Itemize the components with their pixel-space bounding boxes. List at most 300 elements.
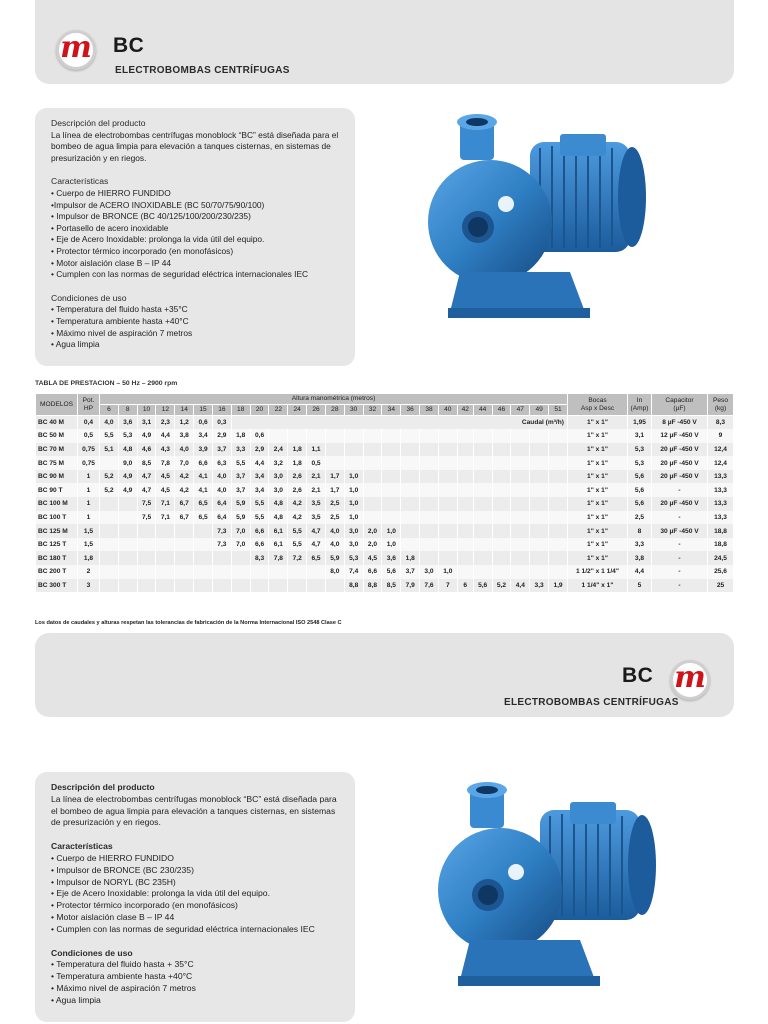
flow-cell: [549, 524, 568, 538]
flow-cell: [492, 483, 511, 497]
flow-cell: 3,0: [344, 524, 363, 538]
flow-cell: [457, 456, 473, 470]
table-row: [36, 429, 734, 443]
flow-cell: [530, 483, 549, 497]
peso-cell: 12,4: [708, 456, 734, 470]
pot-cell: 1,5: [78, 538, 100, 552]
flow-cell: 5,2: [100, 483, 119, 497]
flow-cell: 7,0: [231, 538, 250, 552]
flow-cell: 5,5: [250, 511, 269, 525]
flow-cell: [420, 429, 439, 443]
flow-cell: [100, 538, 119, 552]
flow-cell: 7: [438, 579, 457, 593]
flow-cell: [325, 456, 344, 470]
flow-cell: [438, 524, 457, 538]
flow-cell: 4,4: [156, 429, 175, 443]
flow-cell: [363, 470, 382, 484]
pump-image: [420, 112, 660, 327]
flow-cell: 2,1: [307, 470, 326, 484]
flow-cell: [549, 497, 568, 511]
flow-cell: 6,4: [212, 497, 231, 511]
flow-cell: [100, 565, 119, 579]
flow-cell: [382, 511, 401, 525]
flow-cell: [549, 443, 568, 457]
performance-table: [35, 393, 734, 592]
list-item: • Máximo nivel de aspiración 7 metros: [51, 327, 193, 338]
flow-cell: [473, 511, 492, 525]
flow-cell: [473, 565, 492, 579]
flow-cell: [118, 497, 137, 511]
peso-cell: 13,3: [708, 470, 734, 484]
list-item: • Motor aislación clase B – IP 44: [51, 911, 175, 922]
pot-cell: 0,75: [78, 443, 100, 457]
capacitor-cell: -: [652, 511, 708, 525]
flow-cell: [194, 551, 213, 565]
flow-cell: [457, 470, 473, 484]
flow-cell: [530, 497, 549, 511]
list-item: • Temperatura ambiente hasta +40°C: [51, 315, 189, 326]
column-header-models: MODELOS: [36, 394, 78, 416]
flow-cell: [457, 483, 473, 497]
table-footnote: Los datos de caudales y alturas respetan las tolerancias de fabricación de la Norma Internacional ISO 2548 Clase C: [35, 620, 342, 626]
flow-cell: [511, 551, 530, 565]
flow-cell: 4,2: [288, 511, 307, 525]
flow-cell: [325, 429, 344, 443]
height-header-cell: 14: [175, 405, 194, 416]
bocas-cell: 1" x 1": [568, 456, 628, 470]
flow-cell: 6,6: [363, 565, 382, 579]
model-cell: BC 100 M: [36, 497, 78, 511]
flow-cell: 4,2: [288, 497, 307, 511]
flow-cell: 5,6: [382, 565, 401, 579]
table-row: [36, 497, 734, 511]
flow-cell: [549, 429, 568, 443]
flow-cell: 4,9: [118, 470, 137, 484]
flow-cell: 1,0: [344, 470, 363, 484]
flow-cell: 4,0: [100, 416, 119, 430]
flow-cell: 7,3: [212, 524, 231, 538]
flow-cell: [175, 551, 194, 565]
list-item: • Agua limpia: [51, 339, 100, 350]
flow-cell: [492, 551, 511, 565]
flow-cell: 1,2: [175, 416, 194, 430]
flow-cell: 7,0: [175, 456, 194, 470]
flow-cell: [194, 524, 213, 538]
flow-cell: 1,0: [344, 497, 363, 511]
flow-cell: [401, 524, 420, 538]
flow-cell: [549, 511, 568, 525]
flow-cell: [382, 497, 401, 511]
flow-cell: [473, 429, 492, 443]
flow-cell: 4,9: [137, 429, 156, 443]
flow-cell: [420, 551, 439, 565]
flow-cell: [231, 551, 250, 565]
flow-cell: 1,0: [344, 483, 363, 497]
flow-cell: 1,8: [288, 443, 307, 457]
flow-cell: 4,9: [118, 483, 137, 497]
in-cell: 8: [628, 524, 652, 538]
height-header-cell: 38: [420, 405, 439, 416]
list-item: • Motor aislación clase B – IP 44: [51, 257, 172, 268]
product-description-box-bottom: [35, 772, 355, 1022]
flow-cell: [344, 429, 363, 443]
capacitor-cell: -: [652, 483, 708, 497]
height-header-cell: 32: [363, 405, 382, 416]
flow-cell: [530, 470, 549, 484]
model-cell: BC 50 M: [36, 429, 78, 443]
flow-cell: [530, 524, 549, 538]
flow-cell: [100, 456, 119, 470]
flow-cell: 5,1: [100, 443, 119, 457]
flow-cell: [137, 579, 156, 593]
capacitor-cell: 12 µF -450 V: [652, 429, 708, 443]
product-description-box: [35, 108, 355, 366]
flow-cell: [137, 538, 156, 552]
height-header-cell: 49: [530, 405, 549, 416]
capacitor-cell: 8 µF -450 V: [652, 416, 708, 430]
flow-cell: [363, 511, 382, 525]
flow-cell: 1,0: [382, 538, 401, 552]
flow-cell: 6,1: [269, 524, 288, 538]
flow-cell: 4,0: [325, 524, 344, 538]
flow-cell: 1,0: [438, 565, 457, 579]
flow-cell: 6,6: [194, 456, 213, 470]
flow-cell: 6,4: [212, 511, 231, 525]
flow-cell: 4,5: [363, 551, 382, 565]
in-cell: 5,3: [628, 456, 652, 470]
flow-cell: [118, 565, 137, 579]
column-header-bocas: Bocas Asp x Desc: [568, 394, 628, 416]
features-list: [51, 853, 341, 936]
flow-cell: [156, 538, 175, 552]
flow-cell: [231, 565, 250, 579]
flow-cell: 7,5: [137, 497, 156, 511]
flow-cell: 5,2: [492, 579, 511, 593]
flow-cell: [100, 511, 119, 525]
height-header-cell: 16: [212, 405, 231, 416]
flow-cell: [363, 483, 382, 497]
list-item: • Máximo nivel de aspiración 7 metros: [51, 982, 196, 993]
flow-cell: [212, 579, 231, 593]
pot-cell: 2: [78, 565, 100, 579]
table-row: [36, 511, 734, 525]
flow-cell: 4,0: [175, 443, 194, 457]
flow-cell: [250, 565, 269, 579]
bocas-cell: 1" x 1": [568, 483, 628, 497]
flow-cell: [401, 470, 420, 484]
flow-cell: 3,0: [344, 538, 363, 552]
in-cell: 3,3: [628, 538, 652, 552]
pot-cell: 1,5: [78, 524, 100, 538]
flow-cell: [382, 456, 401, 470]
flow-cell: 7,8: [269, 551, 288, 565]
flow-cell: [212, 565, 231, 579]
peso-cell: 18,8: [708, 524, 734, 538]
flow-cell: [194, 565, 213, 579]
flow-cell: [511, 429, 530, 443]
flow-cell: [511, 565, 530, 579]
flow-cell: [363, 443, 382, 457]
column-header-pot: Pot. HP: [78, 394, 100, 416]
flow-cell: [530, 456, 549, 470]
capacitor-cell: -: [652, 579, 708, 593]
flow-cell: 8,3: [250, 551, 269, 565]
flow-cell: [212, 551, 231, 565]
flow-cell: 5,5: [288, 524, 307, 538]
flow-cell: [401, 497, 420, 511]
page-title-bottom: BC: [622, 664, 654, 687]
flow-cell: [420, 470, 439, 484]
flow-cell: [420, 456, 439, 470]
flow-cell: 2,0: [363, 524, 382, 538]
flow-cell: 4,3: [156, 443, 175, 457]
pump-image-bottom: [430, 780, 670, 995]
peso-cell: 12,4: [708, 443, 734, 457]
flow-cell: [530, 511, 549, 525]
flow-cell: 6,1: [269, 538, 288, 552]
flow-cell: 3,5: [307, 511, 326, 525]
flow-cell: [473, 443, 492, 457]
flow-cell: [530, 538, 549, 552]
flow-cell: [473, 551, 492, 565]
flow-cell: [401, 538, 420, 552]
flow-cell: 2,4: [269, 443, 288, 457]
flow-cell: [492, 538, 511, 552]
height-header-cell: 18: [231, 405, 250, 416]
flow-cell: [549, 483, 568, 497]
flow-cell: 3,4: [194, 429, 213, 443]
flow-cell: [325, 443, 344, 457]
table-caption: TABLA DE PRESTACION – 50 Hz – 2900 rpm: [35, 380, 178, 387]
height-header-cell: 26: [307, 405, 326, 416]
flow-cell: 5,5: [231, 456, 250, 470]
capacitor-cell: -: [652, 538, 708, 552]
pot-cell: 0,75: [78, 456, 100, 470]
flow-cell: 3,6: [382, 551, 401, 565]
capacitor-cell: -: [652, 565, 708, 579]
flow-cell: 0,5: [307, 456, 326, 470]
flow-cell: [438, 456, 457, 470]
features-heading: Características: [51, 176, 109, 187]
flow-cell: 1,7: [325, 470, 344, 484]
peso-cell: 13,3: [708, 511, 734, 525]
page-title: BC: [113, 34, 145, 57]
flow-cell: 4,2: [175, 470, 194, 484]
flow-cell: [492, 511, 511, 525]
flow-cell: [288, 429, 307, 443]
use-conditions-list: [51, 304, 341, 350]
flow-cell: [382, 483, 401, 497]
flow-cell: [269, 579, 288, 593]
column-header-altura: Altura manométrica (metros): [100, 394, 568, 405]
list-item: • Cumplen con las normas de seguridad eléctrica internacionales IEC: [51, 923, 315, 934]
flow-cell: 7,2: [288, 551, 307, 565]
height-header-cell: 28: [325, 405, 344, 416]
flow-cell: 7,9: [401, 579, 420, 593]
flow-cell: 8,5: [382, 579, 401, 593]
flow-cell: [156, 565, 175, 579]
flow-cell: [344, 456, 363, 470]
flow-cell: 4,0: [212, 483, 231, 497]
flow-cell: [457, 524, 473, 538]
flow-cell: [307, 579, 326, 593]
list-item: • Portasello de acero inoxidable: [51, 222, 169, 233]
flow-cell: [100, 579, 119, 593]
list-item: • Eje de Acero Inoxidable: prolonga la vida útil del equipo.: [51, 234, 265, 245]
page-subtitle: ELECTROBOMBAS CENTRÍFUGAS: [115, 65, 290, 76]
flow-cell: 4,8: [269, 511, 288, 525]
flow-cell: 5,5: [288, 538, 307, 552]
model-cell: BC 180 T: [36, 551, 78, 565]
flow-cell: 5,5: [100, 429, 119, 443]
in-cell: 5,6: [628, 497, 652, 511]
bocas-cell: 1" x 1": [568, 443, 628, 457]
list-item: •Impulsor de ACERO INOXIDABLE (BC 50/70/75/90/100): [51, 199, 265, 210]
flow-cell: [457, 429, 473, 443]
bocas-cell: 1 1/2" x 1 1/4": [568, 565, 628, 579]
flow-cell: 0,3: [212, 416, 231, 430]
table-row: [36, 551, 734, 565]
flow-cell: 6,3: [212, 456, 231, 470]
flow-cell: [511, 470, 530, 484]
flow-cell: 3,4: [250, 470, 269, 484]
flow-cell: [530, 551, 549, 565]
bocas-cell: 1 1/4" x 1": [568, 579, 628, 593]
peso-cell: 13,3: [708, 497, 734, 511]
in-cell: 1,95: [628, 416, 652, 430]
pot-cell: 3: [78, 579, 100, 593]
flow-cell: [473, 538, 492, 552]
flow-cell: [438, 551, 457, 565]
pot-cell: 0,5: [78, 429, 100, 443]
description-heading: Descripción del producto: [51, 782, 155, 792]
height-header-cell: 20: [250, 405, 269, 416]
flow-cell: 2,5: [325, 497, 344, 511]
bocas-cell: 1" x 1": [568, 551, 628, 565]
flow-cell: [307, 429, 326, 443]
page-subtitle-bottom: ELECTROBOMBAS CENTRÍFUGAS: [504, 697, 679, 708]
flow-cell: [511, 483, 530, 497]
flow-cell: 7,3: [212, 538, 231, 552]
flow-cell: 3,3: [231, 443, 250, 457]
list-item: • Cumplen con las normas de seguridad eléctrica internacionales IEC: [51, 269, 309, 280]
model-cell: BC 125 M: [36, 524, 78, 538]
flow-cell: [420, 511, 439, 525]
flow-cell: [420, 483, 439, 497]
brand-logo-icon: m: [56, 30, 96, 70]
flow-cell: [401, 429, 420, 443]
flow-cell: 6,5: [194, 511, 213, 525]
flow-cell: 7,8: [156, 456, 175, 470]
flow-cell: 4,7: [137, 470, 156, 484]
model-cell: BC 90 M: [36, 470, 78, 484]
flow-cell: 2,6: [288, 483, 307, 497]
flow-cell: [438, 429, 457, 443]
flow-cell: 3,2: [269, 456, 288, 470]
flow-cell: [473, 470, 492, 484]
flow-cell: [438, 443, 457, 457]
description-heading: Descripción del producto: [51, 118, 146, 128]
flow-cell: [511, 497, 530, 511]
flow-cell: 0,6: [250, 429, 269, 443]
flow-cell: 7,1: [156, 497, 175, 511]
flow-cell: [137, 565, 156, 579]
flow-cell: [100, 497, 119, 511]
flow-cell: 6,5: [307, 551, 326, 565]
flow-cell: [420, 524, 439, 538]
peso-cell: 9: [708, 429, 734, 443]
flow-cell: [307, 565, 326, 579]
in-cell: 2,5: [628, 511, 652, 525]
table-row: [36, 470, 734, 484]
peso-cell: 24,5: [708, 551, 734, 565]
flow-cell: 8,8: [363, 579, 382, 593]
flow-cell: 5,5: [250, 497, 269, 511]
flow-cell: 5,9: [325, 551, 344, 565]
flow-cell: 3,0: [420, 565, 439, 579]
flow-cell: 7,6: [420, 579, 439, 593]
flow-cell: 7,4: [344, 565, 363, 579]
flow-cell: [473, 497, 492, 511]
bocas-cell: 1" x 1": [568, 511, 628, 525]
flow-cell: [549, 565, 568, 579]
flow-cell: 1,1: [307, 443, 326, 457]
flow-cell: 2,9: [250, 443, 269, 457]
height-header-cell: 22: [269, 405, 288, 416]
flow-cell: 4,4: [511, 579, 530, 593]
height-header-cell: 34: [382, 405, 401, 416]
flow-cell: [401, 443, 420, 457]
flow-cell: 3,0: [269, 470, 288, 484]
flow-cell: [457, 443, 473, 457]
height-header-cell: 42: [457, 405, 473, 416]
flow-cell: 4,2: [175, 483, 194, 497]
flow-cell: [118, 511, 137, 525]
height-header-cell: 36: [401, 405, 420, 416]
flow-cell: 6,6: [250, 538, 269, 552]
flow-cell: 6: [457, 579, 473, 593]
flow-cell: [457, 538, 473, 552]
flow-cell: 4,0: [212, 470, 231, 484]
flow-cell: [511, 538, 530, 552]
height-header-cell: 44: [473, 405, 492, 416]
model-cell: BC 40 M: [36, 416, 78, 430]
flow-cell: 8,0: [325, 565, 344, 579]
model-cell: BC 125 T: [36, 538, 78, 552]
in-cell: 5,3: [628, 443, 652, 457]
list-item: • Eje de Acero Inoxidable: prolonga la vida útil del equipo.: [51, 888, 270, 899]
flow-cell: [118, 538, 137, 552]
features-heading: Características: [51, 841, 113, 852]
pot-cell: 0,4: [78, 416, 100, 430]
flow-cell: 5,3: [344, 551, 363, 565]
capacitor-cell: -: [652, 551, 708, 565]
capacitor-cell: 20 µF -450 V: [652, 456, 708, 470]
flow-cell: 7,5: [137, 511, 156, 525]
flow-cell: 4,6: [137, 443, 156, 457]
table-row: [36, 579, 734, 593]
flow-cell: [100, 551, 119, 565]
flow-cell: 6,7: [175, 497, 194, 511]
flow-cell: 3,7: [212, 443, 231, 457]
description-text: La línea de electrobombas centrífugas monoblock “BC” está diseñada para el bombeo de agua limpia para elevación a tanques cisternas, en sistemas de presurización y en riegos.: [51, 129, 339, 163]
flow-cell: [118, 524, 137, 538]
flow-cell: [549, 456, 568, 470]
model-cell: BC 300 T: [36, 579, 78, 593]
flow-cell: 4,0: [325, 538, 344, 552]
flow-cell: 1,0: [382, 524, 401, 538]
flow-cell: 1,7: [325, 483, 344, 497]
